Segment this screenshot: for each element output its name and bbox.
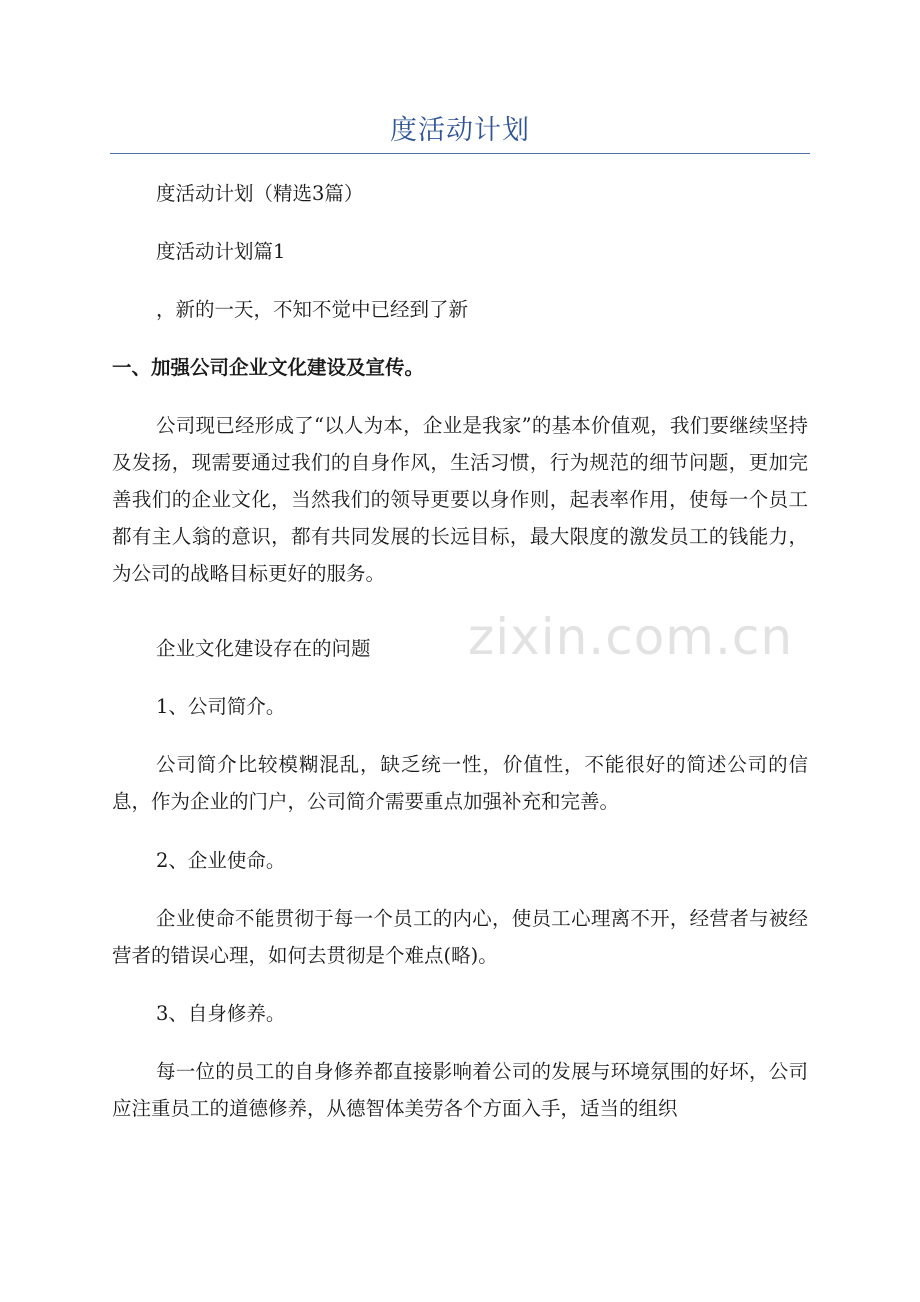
list-item-heading: 2、企业使命。 bbox=[156, 849, 286, 872]
section-heading: 一、加强公司企业文化建设及宣传。 bbox=[112, 356, 425, 379]
subheading-paragraph: 企业文化建设存在的问题 bbox=[156, 637, 371, 660]
body-paragraph: 每一位的员工的自身修养都直接影响着公司的发展与环境氛围的好坏，公司应注重员工的道德修养，从德智体美劳各个方面入手，适当的组织 bbox=[112, 1060, 808, 1120]
intro-paragraph: ，新的一天，不知不觉中已经到了新 bbox=[156, 298, 469, 321]
list-item-heading: 3、自身修养。 bbox=[156, 1002, 286, 1025]
body-paragraph: 企业使命不能贯彻于每一个员工的内心，使员工心理离不开，经营者与被经营者的错误心理，如何去贯彻是个难点(略)。 bbox=[112, 907, 808, 967]
subtitle-paragraph: 度活动计划（精选3篇） bbox=[156, 182, 364, 205]
section-label: 度活动计划篇1 bbox=[156, 240, 286, 263]
body-paragraph: 公司现已经形成了“以人为本，企业是我家”的基本价值观，我们要继续坚持及发扬，现需要通过我们的自身作风，生活习惯，行为规范的细节问题，更加完善我们的企业文化，当然我们的领导更要以身作则，起表率作用，使每一个员工都有主人翁的意识，都有共同发展的长远目标，最大限度的激发员工的钱能力，为公司的战略目标更好的服务。 bbox=[112, 414, 808, 585]
list-item-heading: 1、公司简介。 bbox=[156, 695, 286, 718]
document-title: 度活动计划 bbox=[390, 115, 530, 146]
body-paragraph: 公司简介比较模糊混乱，缺乏统一性，价值性，不能很好的简述公司的信息，作为企业的门户，公司简介需要重点加强补充和完善。 bbox=[112, 753, 808, 813]
watermark-text: zixin.com.cn bbox=[468, 608, 794, 666]
title-underline bbox=[110, 153, 810, 154]
